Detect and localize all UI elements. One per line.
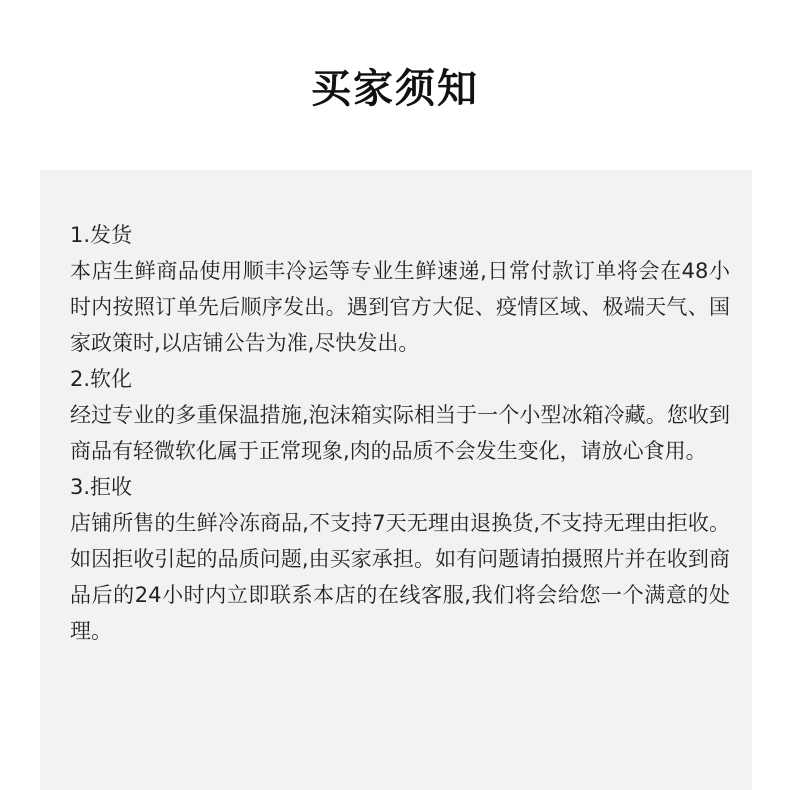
section-heading-softening: 2.软化 — [70, 367, 133, 391]
section-text-shipping: 本店生鲜商品使用顺丰冷运等专业生鲜速递,日常付款订单将会在48小时内按照订单先后顺序发出。遇到官方大促、疫情区域、极端天气、国家政策时,以店铺公告为准,尽快发出。 — [70, 259, 730, 355]
page-title: 买家须知 — [311, 65, 479, 112]
notice-panel — [40, 170, 752, 790]
section-text-softening: 经过专业的多重保温措施,泡沫箱实际相当于一个小型冰箱冷藏。您收到商品有轻微软化属于正常现象,肉的品质不会发生变化，请放心食用。 — [70, 403, 730, 463]
notice-section-rejection — [70, 469, 730, 649]
notice-section-softening — [70, 361, 730, 469]
section-heading-rejection: 3.拒收 — [70, 475, 133, 499]
notice-section-shipping — [70, 217, 730, 361]
section-text-rejection: 店铺所售的生鲜冷冻商品,不支持7天无理由退换货,不支持无理由拒收。如因拒收引起的品质问题,由买家承担。如有问题请拍摄照片并在收到商品后的24小时内立即联系本店的在线客服,我们将会给您一个满意的处理。 — [70, 511, 730, 643]
notice-body — [70, 217, 730, 649]
section-heading-shipping: 1.发货 — [70, 223, 133, 247]
